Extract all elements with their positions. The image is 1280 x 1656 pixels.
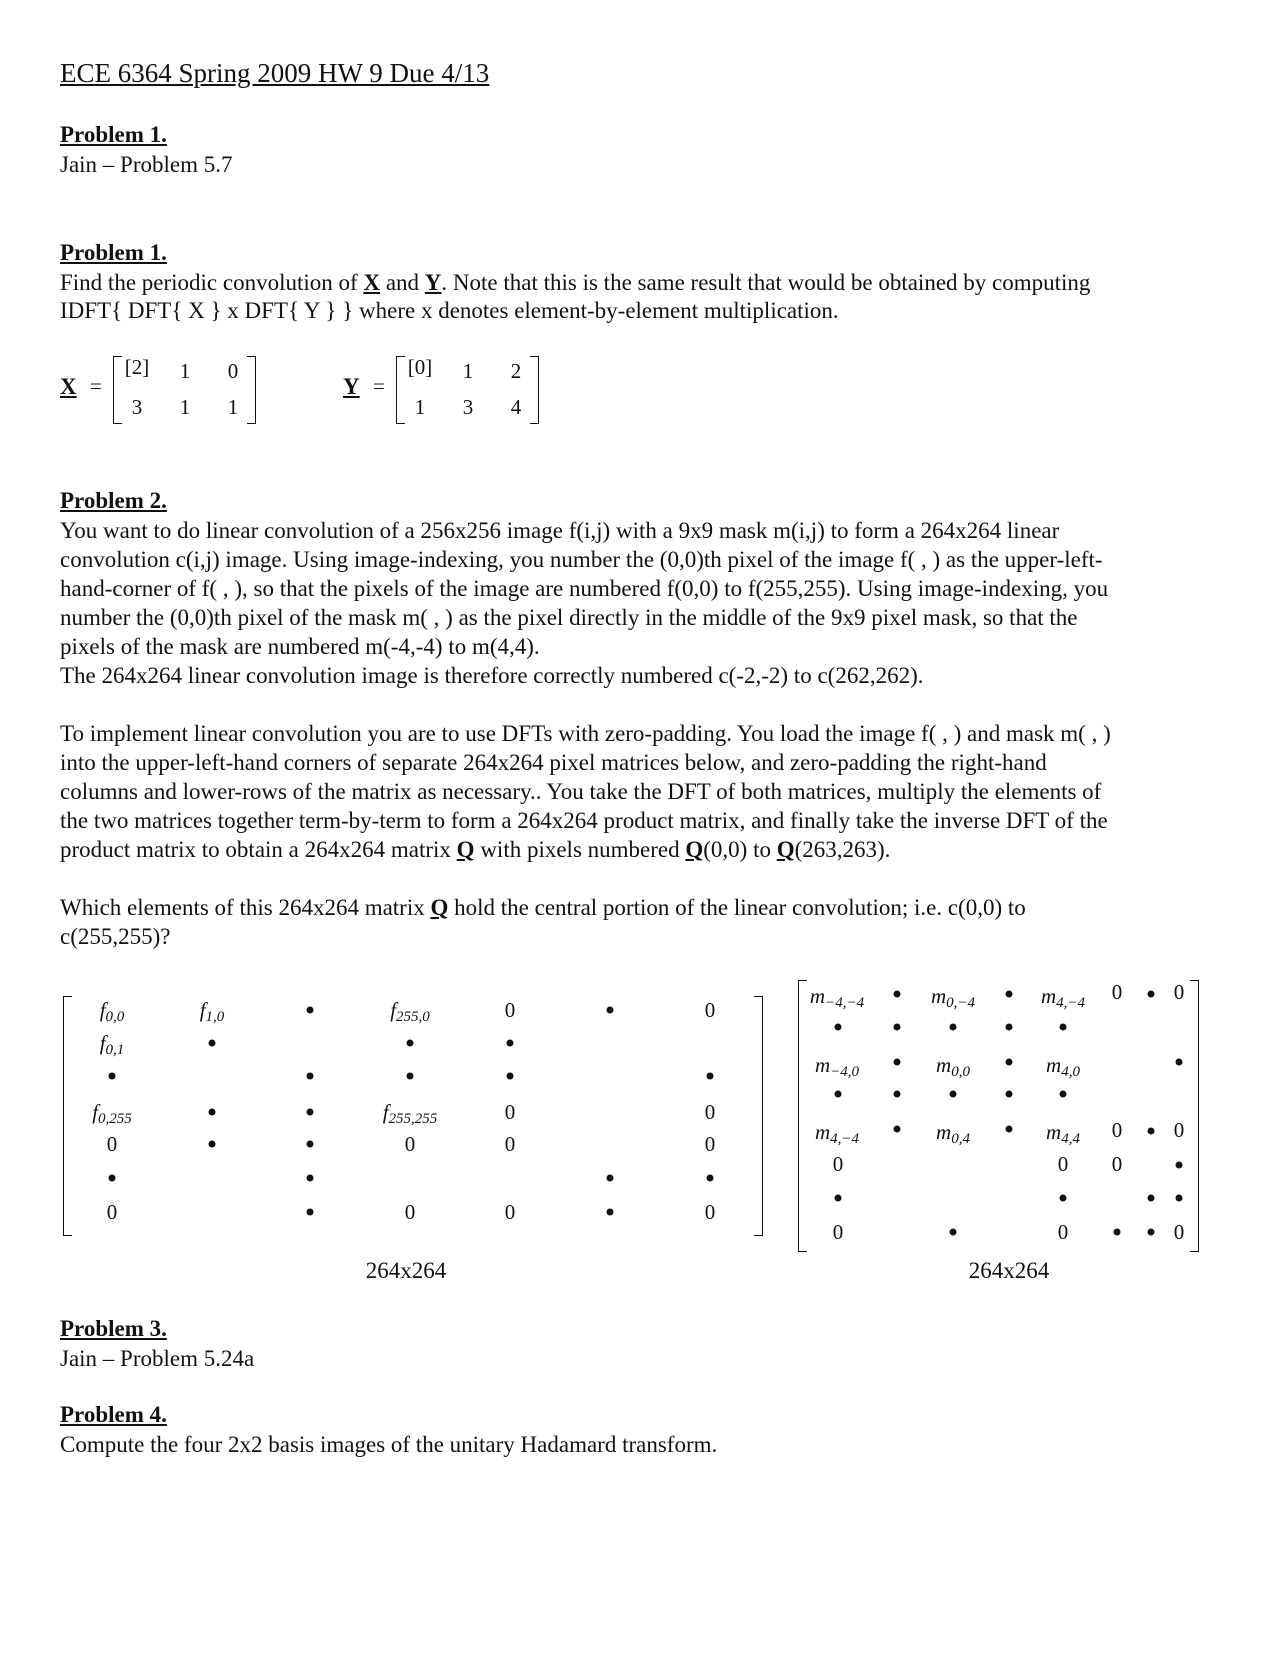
f-cell-f2550: $f_{255,0}$ xyxy=(390,998,430,1025)
problem-1a-text: Jain – Problem 5.7 xyxy=(60,152,233,177)
x-cell: 1 xyxy=(179,395,191,419)
zero-cell: 0 xyxy=(1173,980,1185,1004)
dot xyxy=(209,1141,216,1148)
y-right-bracket xyxy=(530,356,539,424)
dot xyxy=(307,1175,314,1182)
dot xyxy=(209,1109,216,1116)
m-cell: $m_{4,-4}$ xyxy=(814,1120,860,1147)
dot xyxy=(894,1059,901,1066)
y-cell: 2 xyxy=(510,359,522,383)
zero-cell: 0 xyxy=(404,1132,416,1156)
problem-3-text: Jain – Problem 5.24a xyxy=(60,1346,255,1371)
problem-2-para2-line: To implement linear convolution you are to use DFTs with zero-padding. You load the image f( , ) and mask m( , ) xyxy=(60,721,1111,746)
m-cell: $m_{0,-4}$ xyxy=(930,984,976,1011)
f-cell-f00: $f_{0,0}$ xyxy=(99,998,125,1025)
dot xyxy=(307,1109,314,1116)
zero-cell: 0 xyxy=(504,1100,516,1124)
dot xyxy=(1114,1229,1121,1236)
y-cell: 1 xyxy=(414,395,426,419)
x-equals: = xyxy=(90,374,102,398)
m-cell: $m_{4,-4}$ xyxy=(1040,984,1086,1011)
problem-2-para2-line: the two matrices together term-by-term to form a 264x264 product matrix, and finally take the inverse DFT of the xyxy=(60,808,1108,833)
dot xyxy=(307,1007,314,1014)
dot xyxy=(950,1091,957,1098)
dot xyxy=(1006,991,1013,998)
m-cell: $m_{4,0}$ xyxy=(1046,1053,1080,1080)
dot xyxy=(307,1141,314,1148)
x-right-bracket xyxy=(247,356,256,424)
x-cell: 0 xyxy=(227,359,239,383)
dot xyxy=(307,1209,314,1216)
f-right-bracket xyxy=(754,996,763,1236)
m-right-bracket xyxy=(1190,980,1199,1252)
dot xyxy=(507,1073,514,1080)
problem-2-para1-line: convolution c(i,j) image. Using image-indexing, you number the (0,0)th pixel of the image f( , ) as the upper-left- xyxy=(60,547,1103,572)
dot xyxy=(607,1007,614,1014)
dot xyxy=(1060,1024,1067,1031)
zero-cell: 0 xyxy=(504,1132,516,1156)
x-left-bracket xyxy=(113,356,122,424)
y-cell: 1 xyxy=(462,359,474,383)
dot xyxy=(607,1209,614,1216)
m-left-bracket xyxy=(798,980,807,1252)
dot xyxy=(1006,1059,1013,1066)
zero-cell: 0 xyxy=(404,1200,416,1224)
dot xyxy=(1148,1195,1155,1202)
dot xyxy=(1006,1126,1013,1133)
dot xyxy=(1148,991,1155,998)
problem-4-heading: Problem 4. xyxy=(60,1402,167,1427)
zero-cell: 0 xyxy=(504,1200,516,1224)
dot xyxy=(307,1073,314,1080)
zero-cell: 0 xyxy=(832,1220,844,1244)
x-cell: 1 xyxy=(179,359,191,383)
dot xyxy=(835,1024,842,1031)
problem-1b-line1: Find the periodic convolution of X and Y. Note that this is the same result that would be obtained by computing xyxy=(60,270,1091,295)
problem-4-text: Compute the four 2x2 basis images of the unitary Hadamard transform. xyxy=(60,1432,718,1457)
f-cell-f01: $f_{0,1}$ xyxy=(99,1031,125,1058)
dot xyxy=(1148,1128,1155,1135)
dot xyxy=(109,1073,116,1080)
f-left-bracket xyxy=(63,996,72,1236)
y-cell: [0] xyxy=(407,355,433,379)
m-cell: $m_{-4,0}$ xyxy=(814,1053,860,1080)
problem-3-heading: Problem 3. xyxy=(60,1316,167,1341)
m-cell: $m_{-4,-4}$ xyxy=(809,984,865,1011)
zero-cell: 0 xyxy=(1173,1220,1185,1244)
f-cell-f10: $f_{1,0}$ xyxy=(199,998,225,1025)
problem-2-para1-line: The 264x264 linear convolution image is therefore correctly numbered c(-2,-2) to c(262,262). xyxy=(60,663,924,688)
m-matrix-size-label: 264x264 xyxy=(968,1258,1050,1283)
dot xyxy=(407,1040,414,1047)
problem-2-para1-line: You want to do linear convolution of a 256x256 image f(i,j) with a 9x9 mask m(i,j) to form a 264x264 linear xyxy=(60,518,1060,543)
zero-cell: 0 xyxy=(1111,980,1123,1004)
dot xyxy=(894,1126,901,1133)
problem-2-para2-line: product matrix to obtain a 264x264 matrix Q with pixels numbered Q(0,0) to Q(263,263). xyxy=(60,837,891,862)
zero-cell: 0 xyxy=(832,1152,844,1176)
y-equals: = xyxy=(373,374,385,398)
dot xyxy=(1148,1229,1155,1236)
zero-cell: 0 xyxy=(704,1100,716,1124)
dot xyxy=(507,1040,514,1047)
problem-2-para1-line: hand-corner of f( , ), so that the pixels of the image are numbered f(0,0) to f(255,255). Using image-indexing, you xyxy=(60,576,1109,601)
dot xyxy=(209,1040,216,1047)
problem-2-question-line1: Which elements of this 264x264 matrix Q hold the central portion of the linear convolution; i.e. c(0,0) to xyxy=(60,895,1026,920)
zero-cell: 0 xyxy=(1057,1152,1069,1176)
dot xyxy=(1060,1195,1067,1202)
zero-cell: 0 xyxy=(1111,1118,1123,1142)
dot xyxy=(1060,1091,1067,1098)
problem-2-heading: Problem 2. xyxy=(60,488,167,513)
dot xyxy=(894,991,901,998)
m-cell: $m_{0,0}$ xyxy=(936,1053,970,1080)
dot xyxy=(707,1175,714,1182)
problem-1a-heading: Problem 1. xyxy=(60,122,167,147)
x-cell: [2] xyxy=(124,355,150,379)
dot xyxy=(1176,1162,1183,1169)
f-cell-f0255: $f_{0,255}$ xyxy=(92,1100,132,1127)
y-label: Y xyxy=(343,374,360,399)
zero-cell: 0 xyxy=(1173,1118,1185,1142)
zero-cell: 0 xyxy=(106,1132,118,1156)
zero-cell: 0 xyxy=(704,998,716,1022)
dot xyxy=(1176,1059,1183,1066)
dot xyxy=(1006,1091,1013,1098)
dot xyxy=(950,1229,957,1236)
y-cell: 4 xyxy=(510,395,522,419)
dot xyxy=(109,1175,116,1182)
dot xyxy=(894,1091,901,1098)
zero-cell: 0 xyxy=(1057,1220,1069,1244)
problem-1b-heading: Problem 1. xyxy=(60,240,167,265)
dot xyxy=(707,1073,714,1080)
y-cell: 3 xyxy=(462,395,474,419)
zero-cell: 0 xyxy=(504,998,516,1022)
zero-cell: 0 xyxy=(1111,1152,1123,1176)
x-cell: 3 xyxy=(131,395,143,419)
dot xyxy=(1176,1195,1183,1202)
problem-2-para2-line: into the upper-left-hand corners of separate 264x264 pixel matrices below, and zero-padding the right-hand xyxy=(60,750,1047,775)
y-left-bracket xyxy=(396,356,405,424)
dot xyxy=(607,1175,614,1182)
m-cell: $m_{4,4}$ xyxy=(1046,1120,1080,1147)
x-cell: 1 xyxy=(227,395,239,419)
dot xyxy=(835,1195,842,1202)
f-cell-f255255: $f_{255,255}$ xyxy=(382,1100,438,1127)
dot xyxy=(1006,1024,1013,1031)
problem-2-question-line2: c(255,255)? xyxy=(60,924,171,949)
m-cell: $m_{0,4}$ xyxy=(936,1120,970,1147)
zero-cell: 0 xyxy=(704,1200,716,1224)
dot xyxy=(835,1091,842,1098)
dot xyxy=(894,1024,901,1031)
problem-2-para1-line: pixels of the mask are numbered m(-4,-4) to m(4,4). xyxy=(60,634,540,659)
dot xyxy=(950,1024,957,1031)
zero-cell: 0 xyxy=(704,1132,716,1156)
f-matrix-size-label: 264x264 xyxy=(365,1258,447,1283)
problem-2-para2-line: columns and lower-rows of the matrix as necessary.. You take the DFT of both matrices, multiply the elements of xyxy=(60,779,1102,804)
dot xyxy=(407,1073,414,1080)
x-label: X xyxy=(60,374,77,399)
problem-2-para1-line: number the (0,0)th pixel of the mask m( , ) as the pixel directly in the middle of the 9x9 pixel mask, so that the xyxy=(60,605,1078,630)
zero-cell: 0 xyxy=(106,1200,118,1224)
problem-1b-line2: IDFT{ DFT{ X } x DFT{ Y } } where x denotes element-by-element multiplication. xyxy=(60,298,839,323)
page-title: ECE 6364 Spring 2009 HW 9 Due 4/13 xyxy=(60,58,490,88)
